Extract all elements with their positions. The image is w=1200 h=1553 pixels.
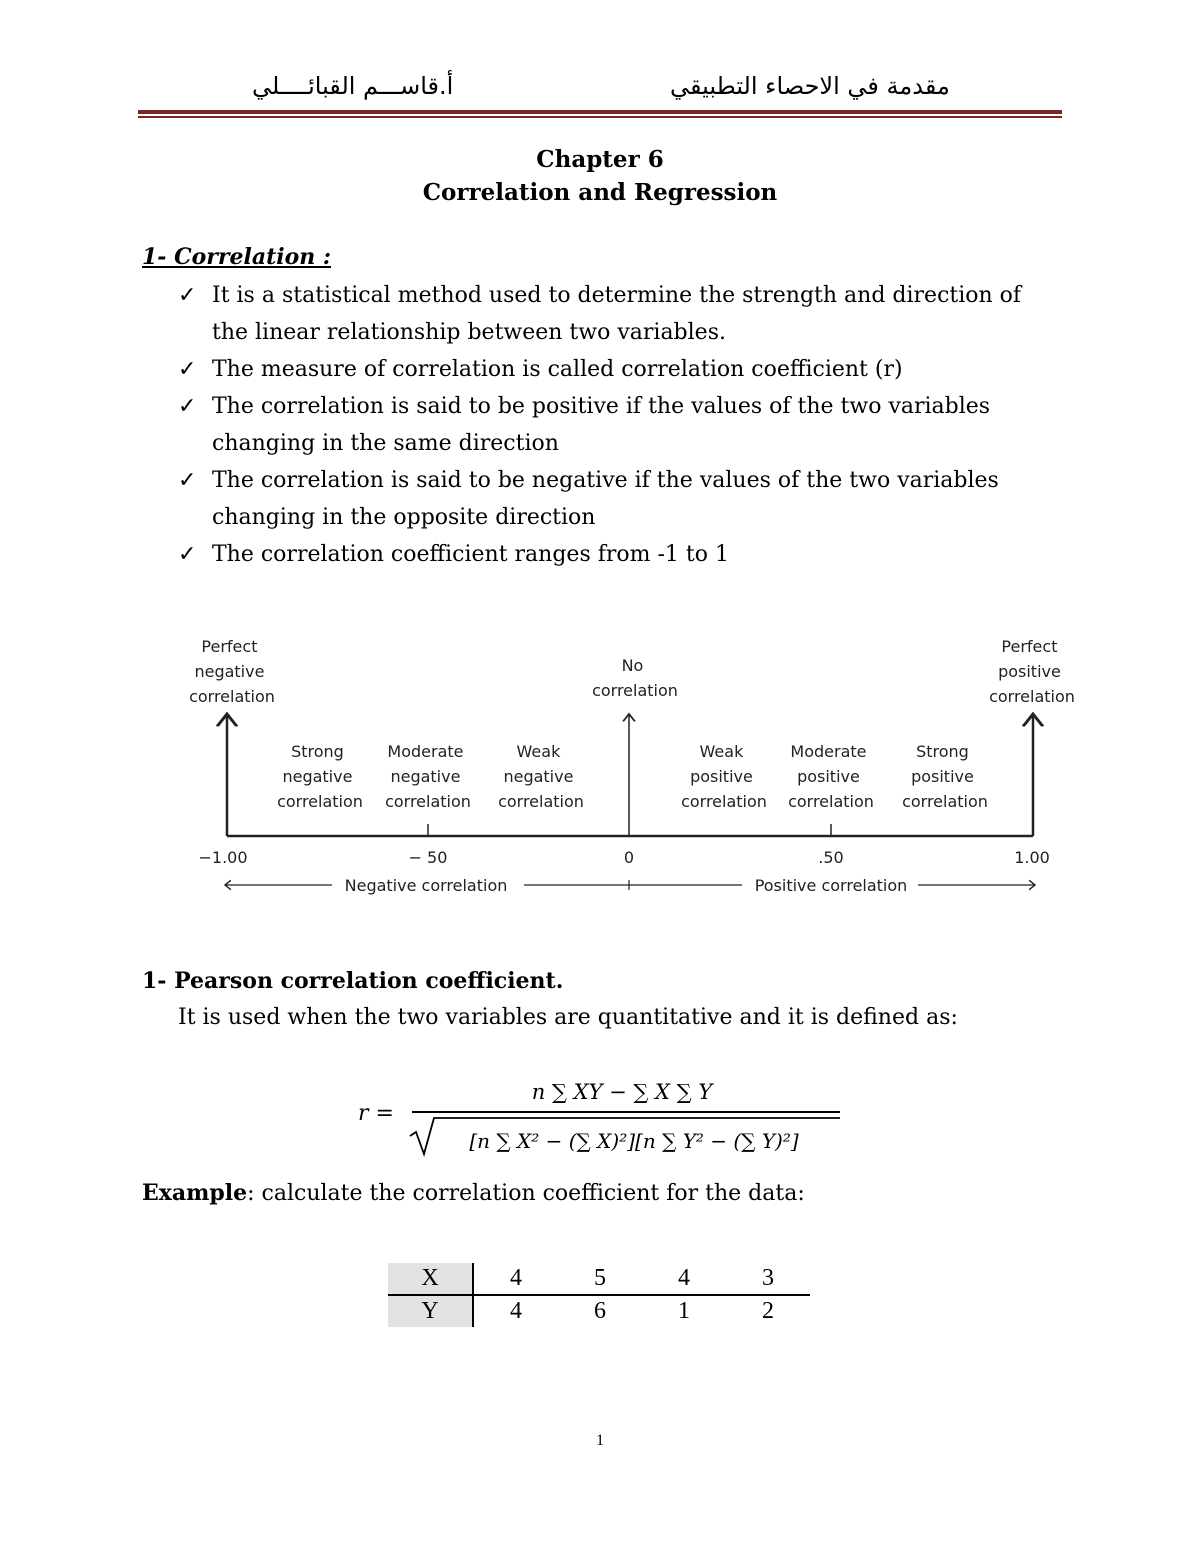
chapter-title: Correlation and Regression — [422, 179, 778, 206]
formula-numerator: n ∑ XY − ∑ X ∑ Y — [531, 1080, 713, 1104]
tick-label-minus-half: − 50 — [408, 848, 448, 867]
weak-positive-label: Weak positive correlation — [681, 742, 767, 811]
tick-label-half: .50 — [818, 848, 844, 867]
correlation-scale-diagram — [170, 630, 1090, 900]
check-icon: ✓ — [178, 542, 197, 567]
table-cell: 3 — [726, 1263, 810, 1295]
table-cell: 4 — [473, 1263, 558, 1295]
table-cell: 6 — [594, 1298, 606, 1324]
row-header-y: Y — [388, 1295, 473, 1327]
section-heading-correlation: 1- Correlation : — [142, 244, 332, 270]
formula-denominator: [n ∑ X² − (∑ X)²][n ∑ Y² − (∑ Y)²] — [469, 1129, 799, 1153]
perfect-negative-label: Perfect negative correlation — [189, 637, 275, 706]
header-course-title: مقدمة في الاحصاء التطبيقي — [670, 72, 950, 100]
pearson-heading: 1- Pearson correlation coefficient. — [142, 968, 564, 994]
table-cell: 2 — [762, 1298, 774, 1324]
bullet-3-line2: changing in the same direction — [212, 431, 559, 456]
bullet-1-line2: the linear relationship between two variables. — [212, 320, 726, 345]
bullet-3-line1: The correlation is said to be positive if the values of the two variables — [212, 394, 991, 419]
check-icon: ✓ — [178, 468, 197, 493]
negative-correlation-label: Negative correlation — [344, 876, 508, 895]
header-rule-thick — [138, 110, 1062, 114]
bullet-4-line1: The correlation is said to be negative if the values of the two variables — [212, 468, 999, 493]
strong-positive-label: Strong positive correlation — [902, 742, 988, 811]
row-header-x: X — [388, 1263, 473, 1295]
example-label: Example — [142, 1180, 248, 1206]
weak-negative-label: Weak negative correlation — [498, 742, 584, 811]
bullet-5-line1: The correlation coefficient ranges from -1 to 1 — [212, 542, 729, 567]
page-number: 1 — [596, 1432, 604, 1449]
data-table — [388, 1263, 810, 1327]
pearson-formula — [350, 1068, 850, 1160]
header-author: أ.قاســـم القبائــــلي — [252, 72, 454, 100]
bullet-4-line2: changing in the opposite direction — [212, 505, 596, 530]
bullet-2-line1: The measure of correlation is called correlation coefficient (r) — [212, 357, 903, 382]
check-icon: ✓ — [178, 394, 197, 419]
header-rule-thin — [138, 116, 1062, 118]
table-cell: 4 — [642, 1263, 726, 1295]
table-cell: 5 — [558, 1263, 642, 1295]
chapter-number: Chapter 6 — [536, 146, 664, 173]
bullet-1-line1: It is a statistical method used to determine the strength and direction of — [212, 283, 1022, 308]
moderate-positive-label: Moderate positive correlation — [788, 742, 874, 811]
moderate-negative-label: Moderate negative correlation — [385, 742, 471, 811]
table-cell: 1 — [678, 1298, 690, 1324]
table-row — [388, 1295, 810, 1327]
formula-lhs: r = — [358, 1101, 394, 1126]
table-cell: 4 — [510, 1298, 522, 1324]
example-text: : calculate the correlation coefficient for the data: — [247, 1181, 805, 1206]
check-icon: ✓ — [178, 357, 197, 382]
perfect-positive-label: Perfect positive correlation — [989, 637, 1075, 706]
tick-label-minus-1: −1.00 — [198, 848, 248, 867]
no-correlation-label: No correlation — [592, 656, 678, 700]
table-row — [388, 1263, 810, 1295]
tick-label-1: 1.00 — [1014, 848, 1050, 867]
tick-label-zero: 0 — [623, 848, 635, 867]
strong-negative-label: Strong negative correlation — [277, 742, 363, 811]
pearson-description: It is used when the two variables are quantitative and it is defined as: — [178, 1005, 958, 1030]
check-icon: ✓ — [178, 283, 197, 308]
positive-correlation-label: Positive correlation — [754, 876, 908, 895]
example-line — [142, 1180, 805, 1206]
